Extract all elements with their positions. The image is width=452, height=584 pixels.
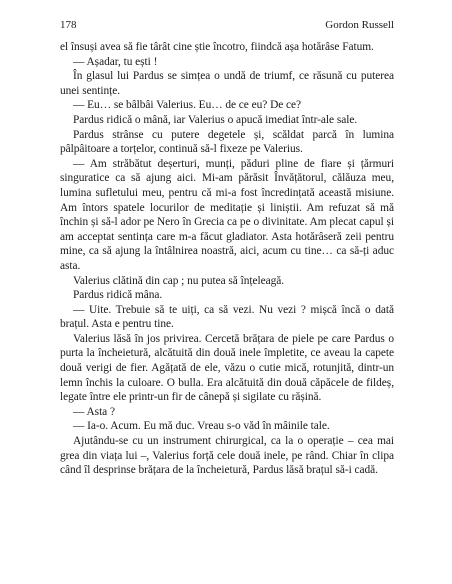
page-number: 178: [60, 19, 77, 31]
paragraph: Valerius lăsă în jos privirea. Cercetă brățara de piele pe care Pardus o purta la încheietură, alcătuită din două inele împletite, ce aveau la capete două verigi de fier. Agățată de ele, văzu o cutie mică, rotunjită, dintr-un lemn închis la culoare. O bulla. Era alcătuită din două căpăcele de fildeș, legate între ele printr-un fir de cânepă și sigilate cu rășină.: [60, 332, 394, 404]
running-head-author: Gordon Russell: [325, 19, 394, 31]
paragraph: — Așadar, tu ești !: [73, 55, 158, 68]
paragraph: el însuși avea să fie târât cine știe încotro, fiindcă așa hotărâse Fatum.: [60, 41, 374, 53]
paragraph: Pardus strânse cu putere degetele și, scăldat parcă în lumina pâlpâitoare a torțelor, continuă să-l fixeze pe Valerius.: [60, 128, 394, 156]
paragraph: Ajutându-se cu un instrument chirurgical, ca la o operație – cea mai grea din viața lui –, Valerius forță cele două inele, pe rând. Chiar în clipa când îl desprinse brățara de la încheietură, Pardus lăsă brațul să-i cadă.: [60, 435, 394, 477]
paragraph: Pardus ridică o mână, iar Valerius o apucă imediat într-ale sale.: [73, 113, 358, 126]
paragraph: — Uite. Trebuie să te uiți, ca să vezi. Nu vezi ? mișcă încă o dată brațul. Asta e pentru tine.: [60, 303, 394, 331]
paragraph: — Ia-o. Acum. Eu mă duc. Vreau s-o văd în mâinile tale.: [73, 420, 330, 433]
page-header: [60, 18, 394, 32]
paragraph: Valerius clătină din cap ; nu putea să înțeleagă.: [73, 274, 285, 287]
paragraph: Pardus ridică mâna.: [73, 289, 163, 302]
paragraph: În glasul lui Pardus se simțea o undă de triumf, ce răsună cu puterea unei sentințe.: [60, 70, 394, 97]
paragraph: — Asta ?: [73, 405, 115, 418]
paragraph: — Am străbătut deșerturi, munți, păduri pline de fiare și țărmuri singuratice ca să ajung aici. Mi-am părăsit Învățătorul, călăuza meu, lumina sufletului meu, pentru că mi-a fost încredințată această misiune. Am întors spatele locurilor de meditație și liniștii. Am refuzat să mă închin și să-l ador pe Nero în Grecia ca pe o divinitate. Am plecat capul și am acceptat sentința care m-a făcut gladiator. Asta hotărâseră zeii pentru mine, ca să ajung la întâlnirea noastră, aici, acum cu tine… ca să-ți aduc asta.: [60, 157, 394, 272]
paragraph: — Eu… se bâlbâi Valerius. Eu… de ce eu? De ce?: [73, 99, 302, 112]
body-text: [60, 40, 394, 478]
